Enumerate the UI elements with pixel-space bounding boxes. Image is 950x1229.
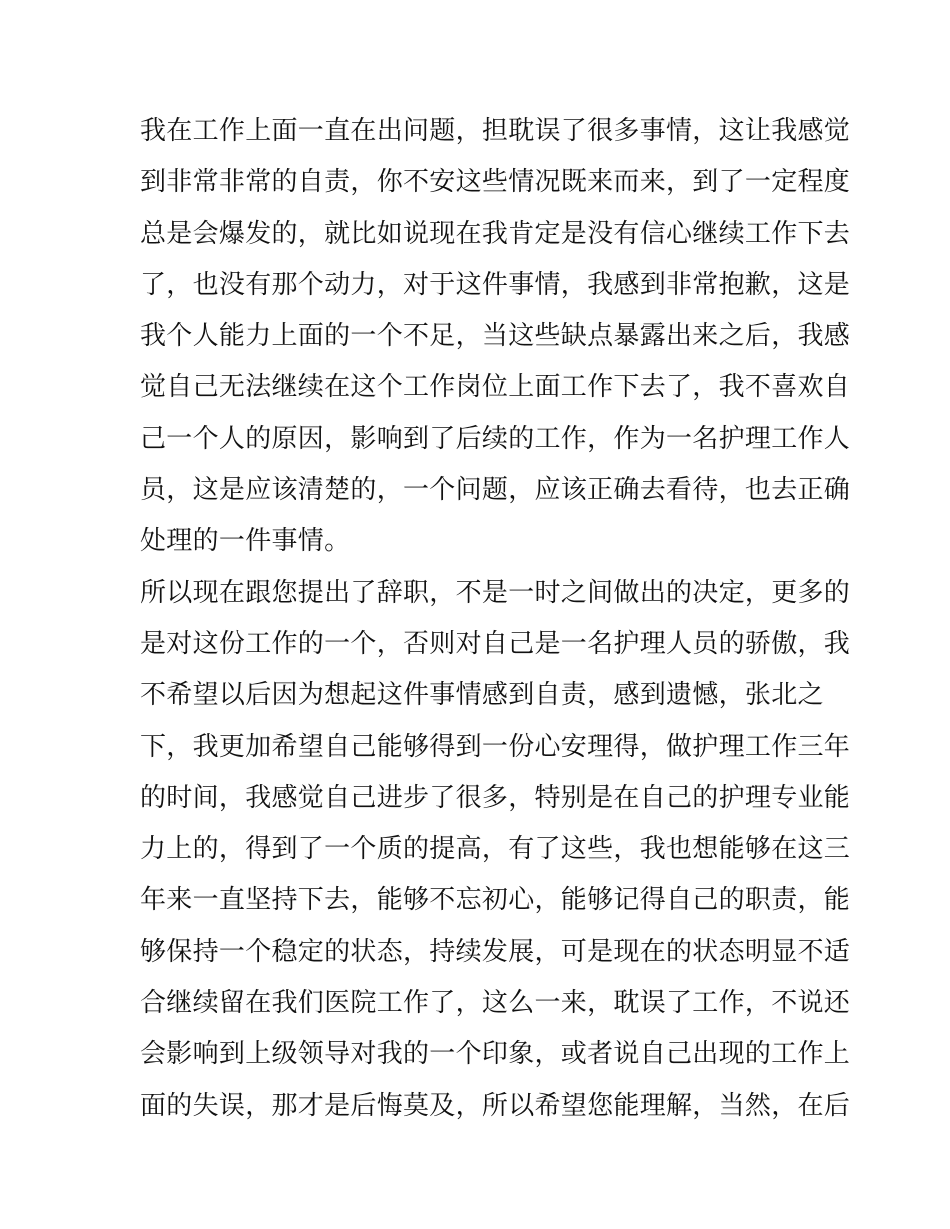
text-line: 合继续留在我们医院工作了，这么一来，耽误了工作，不说还 [140,988,851,1019]
text-line: 到非常非常的自责，你不安这些情况既来而来，到了一定程度 [140,167,851,198]
text-line: 下，我更加希望自己能够得到一份心安理得，做护理工作三年 [140,731,851,762]
text-line: 年来一直坚持下去，能够不忘初心，能够记得自己的职责，能 [140,885,851,916]
text-line: 不希望以后因为想起这件事情感到自责，感到遗憾，张北之 [140,680,824,711]
text-line: 会影响到上级领导对我的一个印象，或者说自己出现的工作上 [140,1039,851,1070]
text-line: 觉自己无法继续在这个工作岗位上面工作下去了，我不喜欢自 [140,372,851,403]
text-line: 够保持一个稳定的状态，持续发展，可是现在的状态明显不适 [140,936,851,967]
text-line: 我个人能力上面的一个不足，当这些缺点暴露出来之后，我感 [140,321,851,352]
text-line: 面的失误，那才是后悔莫及，所以希望您能理解，当然，在后 [140,1090,851,1121]
text-line: 总是会爆发的，就比如说现在我肯定是没有信心继续工作下去 [140,218,851,249]
text-line: 的时间，我感觉自己进步了很多，特别是在自己的护理专业能 [140,782,851,813]
text-line: 所以现在跟您提出了辞职，不是一时之间做出的决定，更多的 [140,577,851,608]
text-line: 我在工作上面一直在出问题，担耽误了很多事情，这让我感觉 [140,116,851,146]
text-line: 己一个人的原因，影响到了后续的工作，作为一名护理工作人 [140,423,851,454]
text-line: 力上的，得到了一个质的提高，有了这些，我也想能够在这三 [140,834,851,865]
text-line: 是对这份工作的一个，否则对自己是一名护理人员的骄傲，我 [140,628,851,659]
text-line: 员，这是应该清楚的，一个问题，应该正确去看待，也去正确 [140,475,851,506]
text-line: 了，也没有那个动力，对于这件事情，我感到非常抱歉，这是 [140,269,851,300]
text-line: 处理的一件事情。 [140,526,351,557]
document-body [140,106,851,1132]
